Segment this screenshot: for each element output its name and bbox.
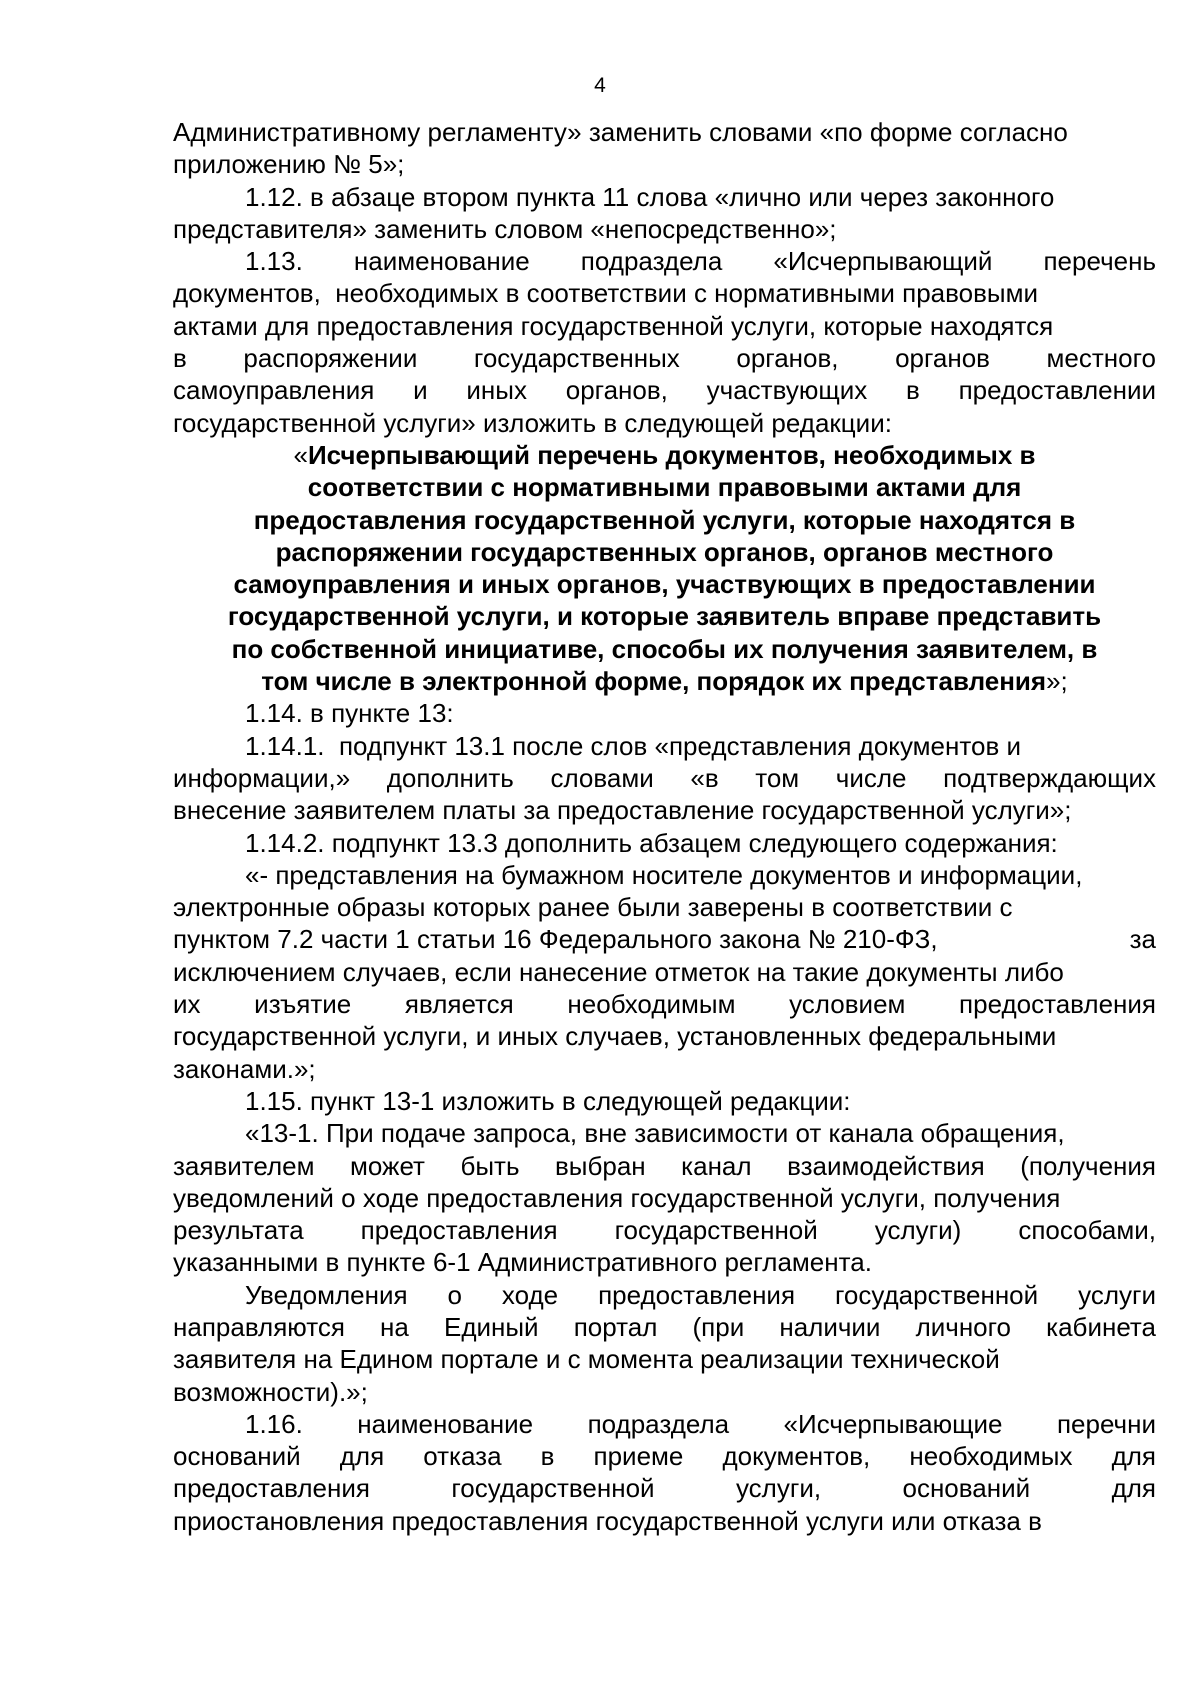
- text-line: возможности).»;: [173, 1376, 368, 1407]
- text-line: заявителя на Едином портале и с момента реализации технической: [173, 1344, 1000, 1375]
- page-number: 4: [594, 74, 606, 97]
- text-line: предоставления государственной услуги, оснований для: [173, 1473, 1156, 1504]
- text-line: государственной услуги» изложить в следующей редакции:: [173, 407, 892, 438]
- heading-line: [173, 439, 1156, 471]
- text-line: внесение заявителем платы за предоставление государственной услуги»;: [173, 795, 1072, 826]
- text-line: 1.14.2. подпункт 13.3 дополнить абзацем следующего содержания:: [245, 827, 1058, 858]
- heading-line: по собственной инициативе, способы их получения заявителем, в: [231, 633, 1098, 664]
- text-line: «- представления на бумажном носителе документов и информации,: [245, 859, 1083, 890]
- text-line: документов, необходимых в соответствии с нормативными правовыми: [173, 278, 1039, 309]
- heading-open-quote: «: [293, 439, 308, 470]
- heading-text: Исчерпывающий перечень документов, необходимых в: [307, 439, 1036, 470]
- text-line: 1.14. в пункте 13:: [245, 698, 454, 729]
- heading-line: [173, 665, 1156, 697]
- text-line: 1.12. в абзаце втором пункта 11 слова «лично или через законного: [245, 181, 1055, 212]
- text-line: заявителем может быть выбран канал взаимодействия (получения: [173, 1150, 1156, 1181]
- text-line: электронные образы которых ранее были заверены в соответствии с: [173, 892, 1013, 923]
- text-line: направляются на Единый портал (при наличии личного кабинета: [173, 1311, 1156, 1342]
- text-line: приостановления предоставления государственной услуги или отказа в: [173, 1505, 1042, 1536]
- text-line: [173, 923, 1156, 955]
- heading-close-quote: »;: [1046, 666, 1068, 697]
- text-line: информации,» дополнить словами «в том числе подтверждающих: [173, 762, 1156, 793]
- text-segment: за: [1129, 924, 1156, 955]
- text-line: уведомлений о ходе предоставления государственной услуги, получения: [173, 1182, 1061, 1213]
- heading-text: том числе в электронной форме, порядок их представления: [261, 666, 1047, 697]
- text-line: самоуправления и иных органов, участвующих в предоставлении: [173, 375, 1156, 406]
- text-line: результата предоставления государственной услуги) способами,: [173, 1215, 1156, 1246]
- heading-line: государственной услуги, и которые заявитель вправе представить: [227, 601, 1102, 632]
- text-line: 1.13. наименование подраздела «Исчерпывающий перечень: [245, 246, 1156, 277]
- text-segment: пунктом 7.2 части 1 статьи 16 Федерального закона № 210-ФЗ,: [173, 924, 938, 955]
- text-line: «13-1. При подаче запроса, вне зависимости от канала обращения,: [245, 1118, 1065, 1149]
- text-line: указанными в пункте 6-1 Административного регламента.: [173, 1247, 872, 1278]
- text-line: Административному регламенту» заменить словами «по форме согласно: [173, 117, 1068, 147]
- text-line: 1.16. наименование подраздела «Исчерпывающие перечни: [245, 1408, 1156, 1439]
- text-line: их изъятие является необходимым условием предоставления: [173, 989, 1156, 1020]
- heading-line: соответствии с нормативными правовыми актами для: [307, 472, 1022, 503]
- text-line: 1.15. пункт 13-1 изложить в следующей редакции:: [245, 1085, 851, 1116]
- text-line: исключением случаев, если нанесение отметок на такие документы либо: [173, 956, 1064, 987]
- text-line: законами.»;: [173, 1053, 316, 1084]
- text-line: в распоряжении государственных органов, органов местного: [173, 343, 1156, 374]
- text-line: оснований для отказа в приеме документов, необходимых для: [173, 1441, 1156, 1472]
- text-line: приложению № 5»;: [173, 149, 405, 180]
- heading-line: предоставления государственной услуги, которые находятся в: [253, 504, 1076, 535]
- text-line: 1.14.1. подпункт 13.1 после слов «представления документов и: [245, 730, 1022, 761]
- text-line: представителя» заменить словом «непосредственно»;: [173, 213, 837, 244]
- document-body: [173, 116, 1156, 1537]
- text-line: Уведомления о ходе предоставления государственной услуги: [245, 1279, 1156, 1310]
- text-line: актами для предоставления государственной услуги, которые находятся: [173, 310, 1054, 341]
- heading-line: распоряжении государственных органов, органов местного: [275, 536, 1054, 567]
- text-line: государственной услуги, и иных случаев, установленных федеральными: [173, 1021, 1057, 1052]
- heading-line: самоуправления и иных органов, участвующих в предоставлении: [233, 569, 1096, 600]
